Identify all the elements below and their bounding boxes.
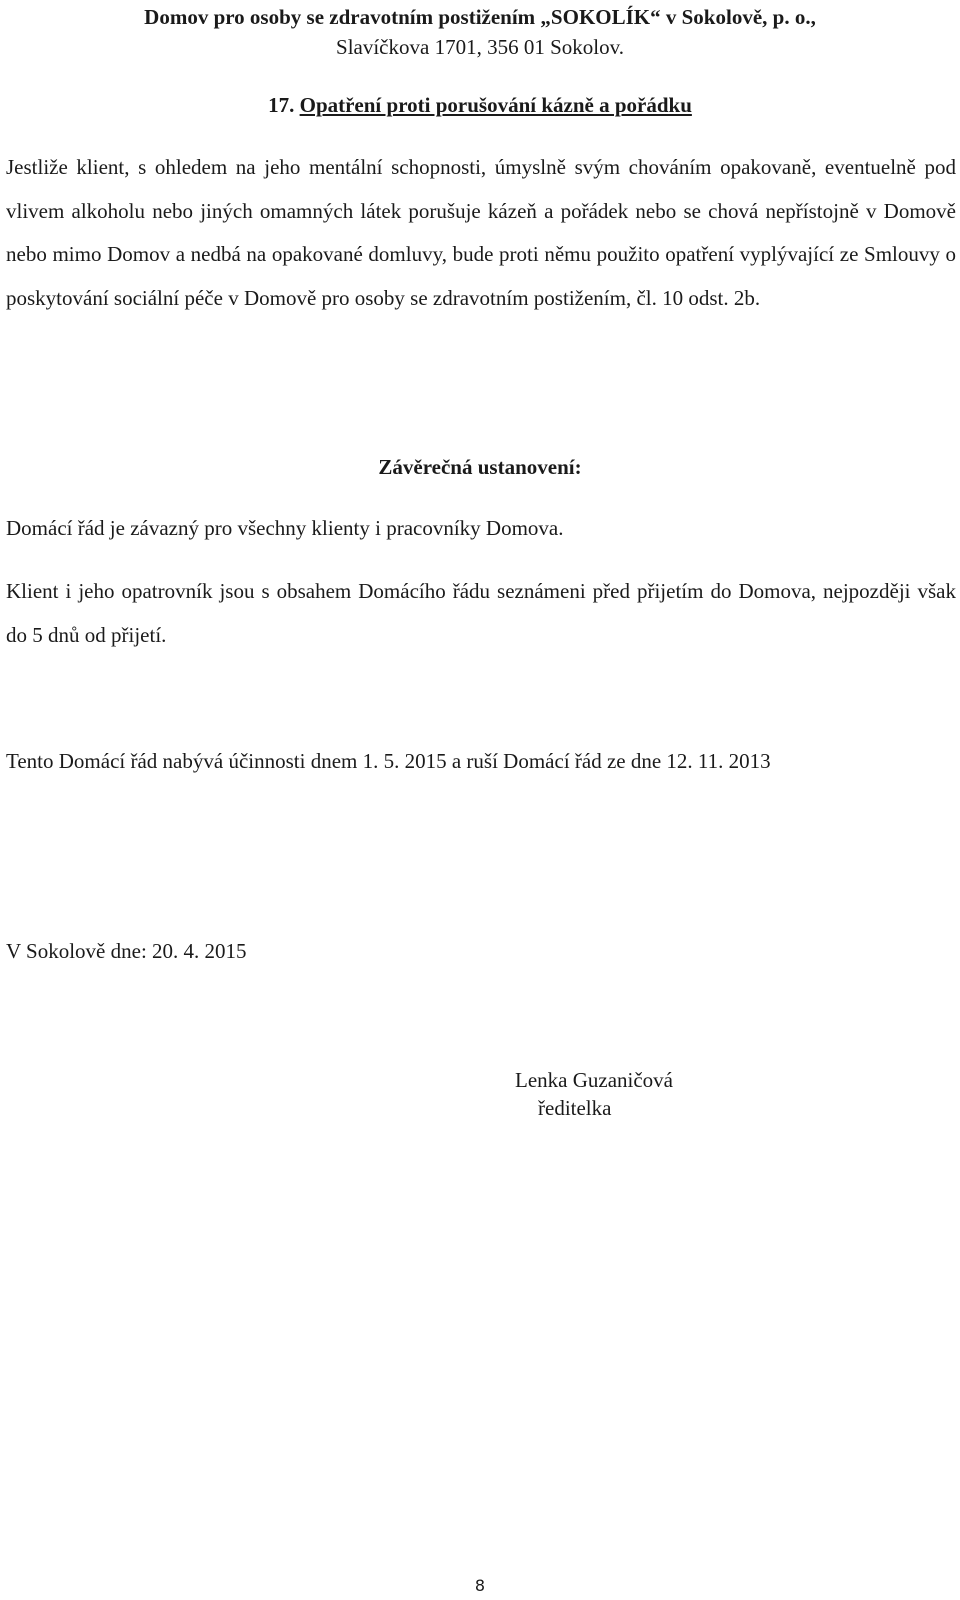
final-provisions-para-2: Klient i jeho opatrovník jsou s obsahem Domácího řádu seznámeni před přijetím do Domova, nejpozději však do 5 dnů od přijetí. bbox=[6, 579, 956, 647]
place-and-date: V Sokolově dne: 20. 4. 2015 bbox=[6, 939, 247, 963]
header-organization: Domov pro osoby se zdravotním postižením „SOKOLÍK“ v Sokolově, p. o., bbox=[144, 5, 816, 29]
section-title: Opatření proti porušování kázně a pořádku bbox=[299, 93, 692, 117]
section-17-heading bbox=[0, 90, 960, 120]
section-number: 17. bbox=[268, 93, 295, 117]
section-17-paragraph: Jestliže klient, s ohledem na jeho mentální schopnosti, úmyslně svým chováním opakovaně, eventuelně pod vlivem alkoholu nebo jiných omamných látek porušuje kázeň a pořádek nebo se chová nepřístojně v Domově nebo mimo Domov a nedbá na opakované domluvy, bude proti němu použito opatření vyplývající ze Smlouvy o poskytování sociální péče v Domově pro osoby se zdravotním postižením, čl. 10 odst. 2b. bbox=[6, 155, 956, 310]
signatory-role: ředitelka bbox=[538, 1096, 612, 1120]
page-number: 8 bbox=[474, 1576, 486, 1595]
header-address: Slavíčkova 1701, 356 01 Sokolov. bbox=[336, 35, 624, 59]
signatory-name: Lenka Guzaničová bbox=[515, 1068, 674, 1092]
final-provisions-para-1: Domácí řád je závazný pro všechny klienty i pracovníky Domova. bbox=[6, 516, 564, 540]
document-header bbox=[0, 2, 960, 62]
effective-date-statement: Tento Domácí řád nabývá účinnosti dnem 1. 5. 2015 a ruší Domácí řád ze dne 12. 11. 2013 bbox=[6, 749, 771, 773]
final-provisions-heading: Závěrečná ustanovení: bbox=[378, 455, 582, 479]
